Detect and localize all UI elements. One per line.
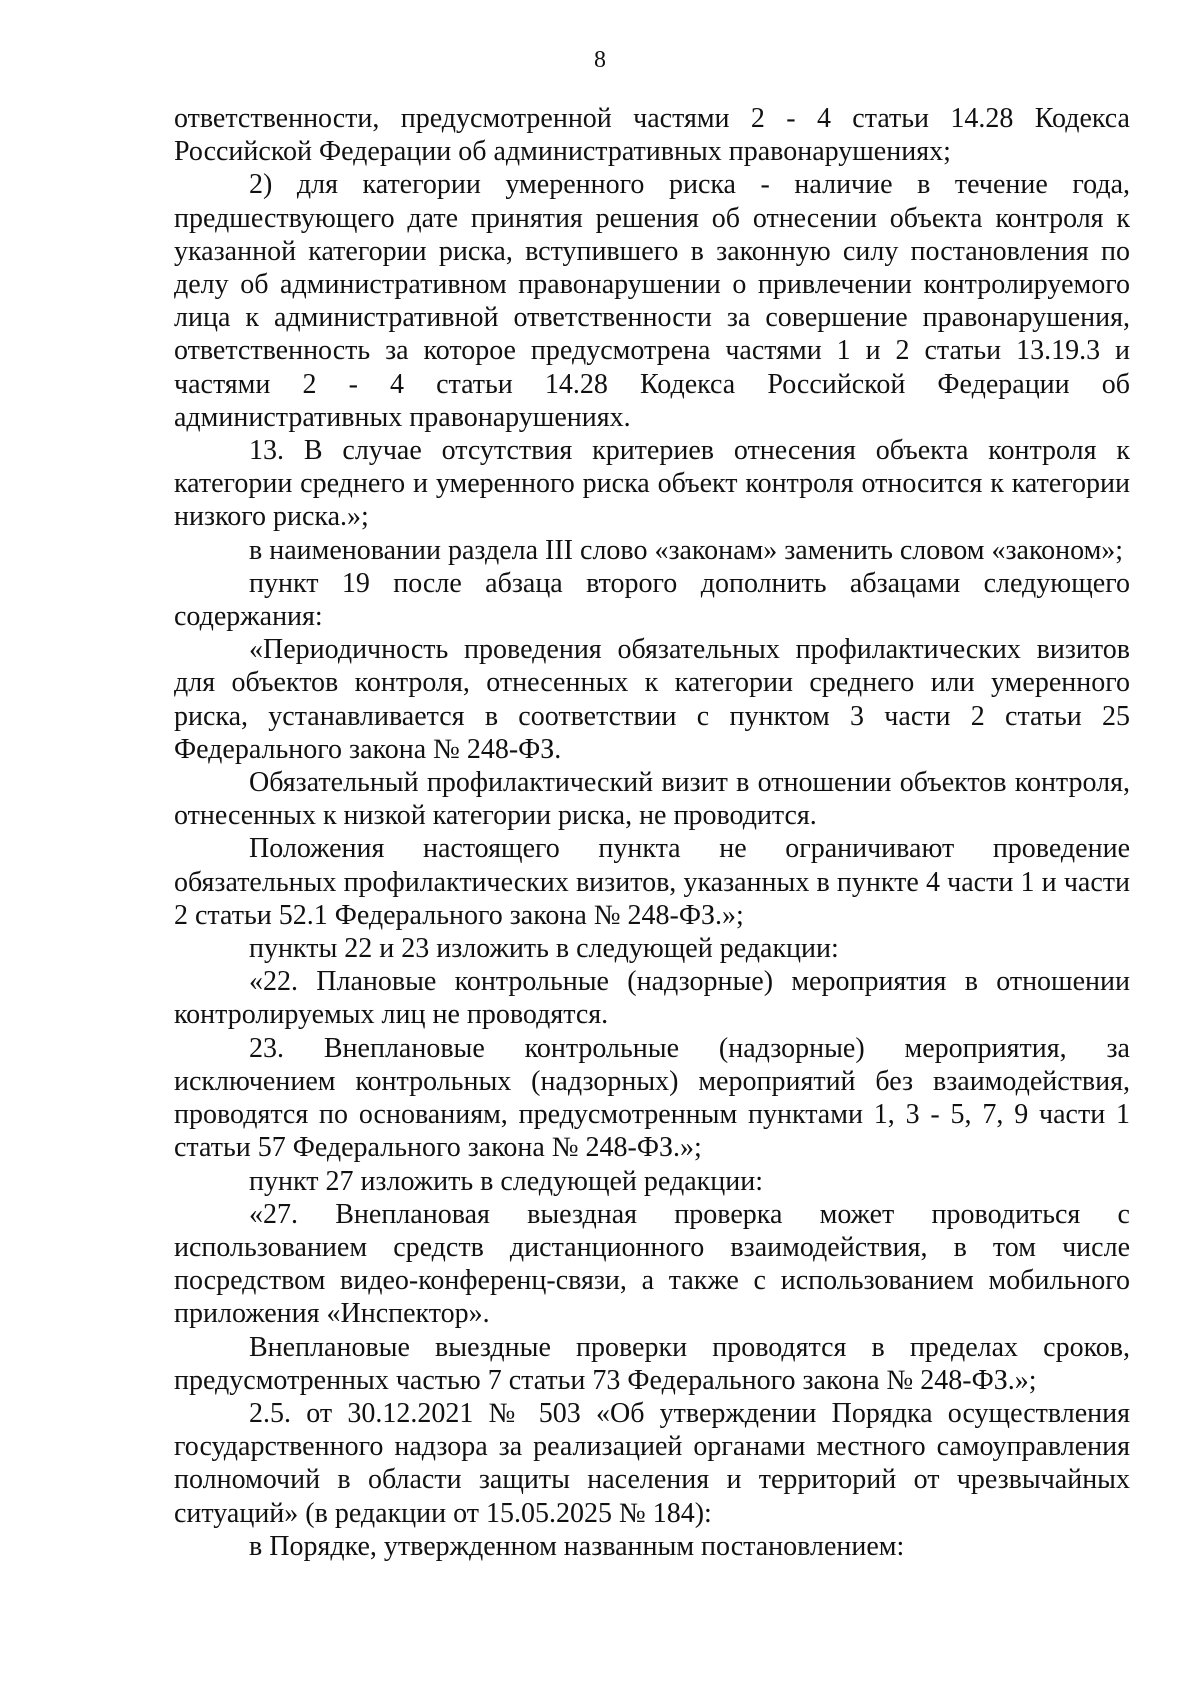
paragraph-moderate-risk-criteria: 2) для категории умеренного риска - наличие в течение года, предшествующего дате принятия решения об отнесении объекта контроля к указанной категории риска, вступившего в законную силу постановления по делу об административном правонарушении о привлечении контролируемого лица к административной ответственности за совершение правонарушения, ответственность за которое предусмотрена частями 1 и 2 статьи 13.19.3 и частями 2 - 4 статьи 14.28 Кодекса Российской Федерации об административных правонарушениях. [174, 169, 1130, 433]
paragraph-low-risk-visit: Обязательный профилактический визит в отношении объектов контроля, отнесенных к низкой категории риска, не проводится. [174, 767, 1130, 832]
paragraph-item-23: 23. Внеплановые контрольные (надзорные) мероприятия, за исключением контрольных (надзорных) мероприятий без взаимодействия, проводятся по основаниям, предусмотренным пунктами 1, 3 - 5, 7, 9 части 1 статьи 57 Федерального закона № 248-ФЗ.»; [174, 1032, 1130, 1164]
document-body [174, 102, 1130, 1563]
paragraph-item-13: 13. В случае отсутствия критериев отнесения объекта контроля к категории среднего и умеренного риска объект контроля относится к категории низкого риска.»; [174, 435, 1130, 533]
paragraph-item-provisions: Положения настоящего пункта не ограничивают проведение обязательных профилактических визитов, указанных в пункте 4 части 1 и части 2 статьи 52.1 Федерального закона № 248-ФЗ.»; [174, 833, 1130, 931]
paragraph-item-2-5: 2.5. от 30.12.2021 № 503 «Об утверждении Порядка осуществления государственного надзора за реализацией органами местного самоуправления полномочий в области защиты населения и территорий от чрезвычайных ситуаций» (в редакции от 15.05.2025 № 184): [174, 1397, 1130, 1529]
paragraph-section-iii-title: в наименовании раздела III слово «законам» заменить словом «законом»; [249, 534, 1124, 566]
paragraph-continuation: ответственности, предусмотренной частями 2 - 4 статьи 14.28 Кодекса Российской Федерации об административных правонарушениях; [174, 103, 1130, 168]
paragraph-procedure-intro: в Порядке, утвержденном названным постановлением: [249, 1530, 905, 1562]
paragraph-unscheduled-inspections: Внеплановые выездные проверки проводятся в пределах сроков, предусмотренных частью 7 статьи 73 Федерального закона № 248-ФЗ.»; [174, 1331, 1130, 1396]
paragraph-item-22: «22. Плановые контрольные (надзорные) мероприятия в отношении контролируемых лиц не проводятся. [174, 966, 1130, 1031]
paragraph-item-19-intro: пункт 19 после абзаца второго дополнить абзацами следующего содержания: [174, 567, 1130, 633]
paragraph-item-27: «27. Внеплановая выездная проверка может проводиться с использованием средств дистанционного взаимодействия, в том числе посредством видео-конференц-связи, а также с использованием мобильного приложения «Инспектор». [174, 1198, 1130, 1330]
paragraph-item-27-intro: пункт 27 изложить в следующей редакции: [249, 1165, 763, 1197]
paragraph-visit-frequency: «Периодичность проведения обязательных профилактических визитов для объектов контроля, отнесенных к категории среднего или умеренного риска, устанавливается в соответствии с пунктом 3 части 2 статьи 25 Федерального закона № 248-ФЗ. [174, 634, 1130, 765]
paragraph-items-22-23-intro: пункты 22 и 23 изложить в следующей редакции: [249, 933, 839, 965]
page-number: 8 [594, 47, 606, 73]
